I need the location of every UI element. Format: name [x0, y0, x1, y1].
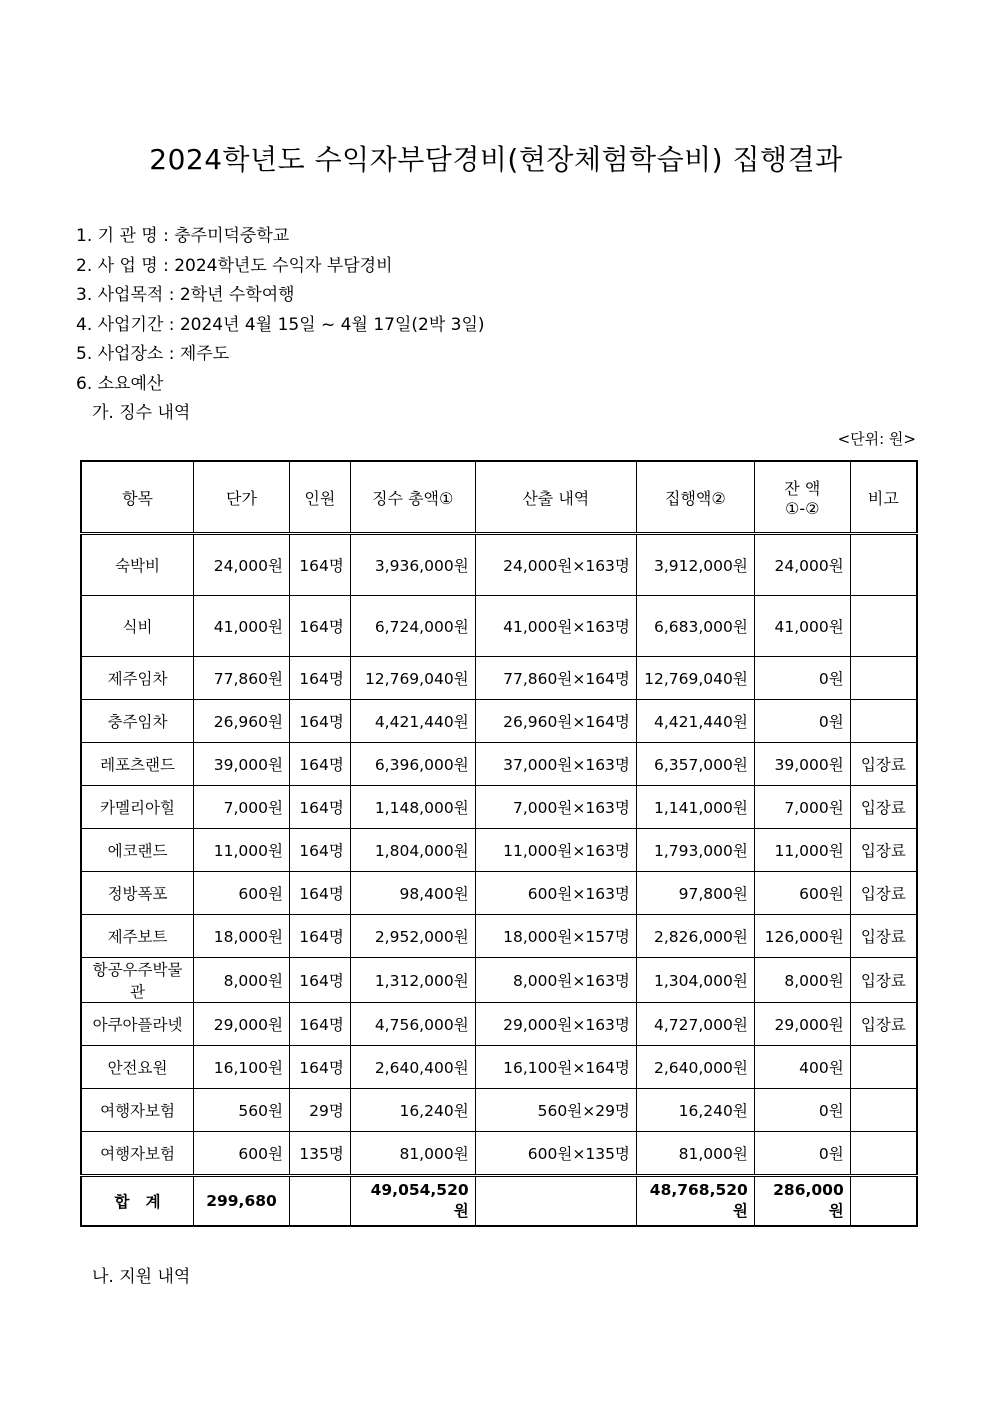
row-note	[850, 1046, 917, 1089]
total-balance: 286,000원	[754, 1176, 850, 1227]
row-note: 입장료	[850, 1003, 917, 1046]
row-executed: 97,800원	[636, 872, 754, 915]
row-balance: 600원	[754, 872, 850, 915]
row-item: 카멜리아힐	[81, 786, 194, 829]
total-unit-price: 299,680	[194, 1176, 290, 1227]
row-note	[850, 596, 917, 657]
row-calculation: 24,000원×163명	[475, 534, 636, 596]
row-balance: 11,000원	[754, 829, 850, 872]
header-balance-label: 잔 액	[784, 479, 821, 498]
row-note	[850, 1132, 917, 1176]
row-people: 164명	[289, 700, 350, 743]
row-calculation: 600원×135명	[475, 1132, 636, 1176]
row-item: 여행자보험	[81, 1132, 194, 1176]
table-row	[81, 1089, 917, 1132]
row-note: 입장료	[850, 829, 917, 872]
row-people: 164명	[289, 958, 350, 1003]
row-item: 레포츠랜드	[81, 743, 194, 786]
row-note	[850, 700, 917, 743]
row-item: 아쿠아플라넷	[81, 1003, 194, 1046]
document-title: 2024학년도 수익자부담경비(현장체험학습비) 집행결과	[149, 143, 843, 176]
row-note	[850, 657, 917, 700]
header-note: 비고	[850, 461, 917, 534]
row-calculation: 18,000원×157명	[475, 915, 636, 958]
row-balance: 24,000원	[754, 534, 850, 596]
header-balance	[754, 461, 850, 534]
row-executed: 12,769,040원	[636, 657, 754, 700]
total-people	[289, 1176, 350, 1227]
row-note: 입장료	[850, 872, 917, 915]
total-row	[81, 1176, 917, 1227]
header-calculation: 산출 내역	[475, 461, 636, 534]
row-executed: 4,727,000원	[636, 1003, 754, 1046]
row-people: 164명	[289, 657, 350, 700]
row-people: 164명	[289, 534, 350, 596]
table-row	[81, 1132, 917, 1176]
row-executed: 2,826,000원	[636, 915, 754, 958]
row-item: 식비	[81, 596, 194, 657]
row-item: 안전요원	[81, 1046, 194, 1089]
row-note: 입장료	[850, 915, 917, 958]
row-unit-price: 29,000원	[194, 1003, 290, 1046]
row-total-collected: 3,936,000원	[350, 534, 475, 596]
row-executed: 2,640,000원	[636, 1046, 754, 1089]
row-balance: 400원	[754, 1046, 850, 1089]
row-executed: 1,793,000원	[636, 829, 754, 872]
header-balance-formula: ①-②	[785, 499, 820, 518]
row-item: 숙박비	[81, 534, 194, 596]
row-people: 164명	[289, 1046, 350, 1089]
row-people: 164명	[289, 829, 350, 872]
table-row	[81, 743, 917, 786]
row-total-collected: 16,240원	[350, 1089, 475, 1132]
total-executed: 48,768,520원	[636, 1176, 754, 1227]
row-balance: 41,000원	[754, 596, 850, 657]
total-collected: 49,054,520원	[350, 1176, 475, 1227]
table-row	[81, 958, 917, 1003]
row-calculation: 600원×163명	[475, 872, 636, 915]
row-unit-price: 600원	[194, 1132, 290, 1176]
table-row	[81, 534, 917, 596]
row-unit-price: 24,000원	[194, 534, 290, 596]
row-total-collected: 98,400원	[350, 872, 475, 915]
section-collection-heading: 가. 징수 내역	[92, 403, 191, 423]
table-row	[81, 915, 917, 958]
row-calculation: 37,000원×163명	[475, 743, 636, 786]
total-label: 합 계	[81, 1176, 194, 1227]
total-note	[850, 1176, 917, 1227]
row-unit-price: 560원	[194, 1089, 290, 1132]
row-item: 에코랜드	[81, 829, 194, 872]
row-item: 여행자보험	[81, 1089, 194, 1132]
row-unit-price: 600원	[194, 872, 290, 915]
info-list	[76, 222, 485, 399]
row-unit-price: 7,000원	[194, 786, 290, 829]
row-people: 164명	[289, 1003, 350, 1046]
row-note	[850, 534, 917, 596]
row-people: 135명	[289, 1132, 350, 1176]
row-item: 제주보트	[81, 915, 194, 958]
row-note	[850, 1089, 917, 1132]
row-people: 164명	[289, 743, 350, 786]
total-calculation	[475, 1176, 636, 1227]
row-total-collected: 1,312,000원	[350, 958, 475, 1003]
row-unit-price: 77,860원	[194, 657, 290, 700]
row-item: 항공우주박물관	[81, 958, 194, 1003]
row-total-collected: 6,396,000원	[350, 743, 475, 786]
row-balance: 0원	[754, 1089, 850, 1132]
info-line-period: 4. 사업기간 : 2024년 4월 15일 ~ 4월 17일(2박 3일)	[76, 314, 485, 335]
row-calculation: 26,960원×164명	[475, 700, 636, 743]
row-balance: 0원	[754, 700, 850, 743]
table-row	[81, 829, 917, 872]
row-unit-price: 11,000원	[194, 829, 290, 872]
row-item: 충주임차	[81, 700, 194, 743]
row-calculation: 7,000원×163명	[475, 786, 636, 829]
row-balance: 7,000원	[754, 786, 850, 829]
row-balance: 0원	[754, 657, 850, 700]
row-calculation: 11,000원×163명	[475, 829, 636, 872]
header-item: 항목	[81, 461, 194, 534]
row-people: 164명	[289, 872, 350, 915]
header-people: 인원	[289, 461, 350, 534]
table-header-row	[81, 461, 917, 534]
execution-table	[80, 460, 918, 1227]
row-balance: 126,000원	[754, 915, 850, 958]
section-support-heading: 나. 지원 내역	[92, 1267, 191, 1287]
row-calculation: 8,000원×163명	[475, 958, 636, 1003]
row-calculation: 41,000원×163명	[475, 596, 636, 657]
info-line-place: 5. 사업장소 : 제주도	[76, 344, 230, 364]
unit-label: <단위: 원>	[837, 430, 916, 448]
row-total-collected: 81,000원	[350, 1132, 475, 1176]
row-unit-price: 41,000원	[194, 596, 290, 657]
header-total-collected: 징수 총액①	[350, 461, 475, 534]
table-row	[81, 872, 917, 915]
row-balance: 8,000원	[754, 958, 850, 1003]
row-note: 입장료	[850, 786, 917, 829]
row-people: 164명	[289, 915, 350, 958]
row-people: 29명	[289, 1089, 350, 1132]
row-total-collected: 1,148,000원	[350, 786, 475, 829]
row-people: 164명	[289, 786, 350, 829]
row-unit-price: 18,000원	[194, 915, 290, 958]
row-unit-price: 26,960원	[194, 700, 290, 743]
row-executed: 16,240원	[636, 1089, 754, 1132]
row-executed: 1,304,000원	[636, 958, 754, 1003]
row-calculation: 560원×29명	[475, 1089, 636, 1132]
row-calculation: 77,860원×164명	[475, 657, 636, 700]
row-item: 제주임차	[81, 657, 194, 700]
row-total-collected: 2,952,000원	[350, 915, 475, 958]
row-item: 정방폭포	[81, 872, 194, 915]
row-calculation: 29,000원×163명	[475, 1003, 636, 1046]
info-line-budget: 6. 소요예산	[76, 373, 164, 394]
row-note: 입장료	[850, 958, 917, 1003]
row-executed: 3,912,000원	[636, 534, 754, 596]
row-note: 입장료	[850, 743, 917, 786]
info-line-agency: 1. 기 관 명 : 충주미덕중학교	[76, 226, 290, 246]
row-total-collected: 12,769,040원	[350, 657, 475, 700]
table-row	[81, 596, 917, 657]
table-row	[81, 657, 917, 700]
row-executed: 6,357,000원	[636, 743, 754, 786]
row-executed: 1,141,000원	[636, 786, 754, 829]
table-row	[81, 786, 917, 829]
row-unit-price: 16,100원	[194, 1046, 290, 1089]
row-total-collected: 2,640,400원	[350, 1046, 475, 1089]
row-executed: 4,421,440원	[636, 700, 754, 743]
row-balance: 29,000원	[754, 1003, 850, 1046]
row-executed: 6,683,000원	[636, 596, 754, 657]
info-line-project: 2. 사 업 명 : 2024학년도 수익자 부담경비	[76, 255, 393, 276]
row-total-collected: 1,804,000원	[350, 829, 475, 872]
row-unit-price: 8,000원	[194, 958, 290, 1003]
row-total-collected: 4,756,000원	[350, 1003, 475, 1046]
header-executed: 집행액②	[636, 461, 754, 534]
row-balance: 39,000원	[754, 743, 850, 786]
table-row	[81, 700, 917, 743]
row-total-collected: 6,724,000원	[350, 596, 475, 657]
row-total-collected: 4,421,440원	[350, 700, 475, 743]
row-unit-price: 39,000원	[194, 743, 290, 786]
header-unit-price: 단가	[194, 461, 290, 534]
info-line-purpose: 3. 사업목적 : 2학년 수학여행	[76, 285, 295, 305]
row-balance: 0원	[754, 1132, 850, 1176]
table-row	[81, 1046, 917, 1089]
row-people: 164명	[289, 596, 350, 657]
row-calculation: 16,100원×164명	[475, 1046, 636, 1089]
row-executed: 81,000원	[636, 1132, 754, 1176]
table-row	[81, 1003, 917, 1046]
